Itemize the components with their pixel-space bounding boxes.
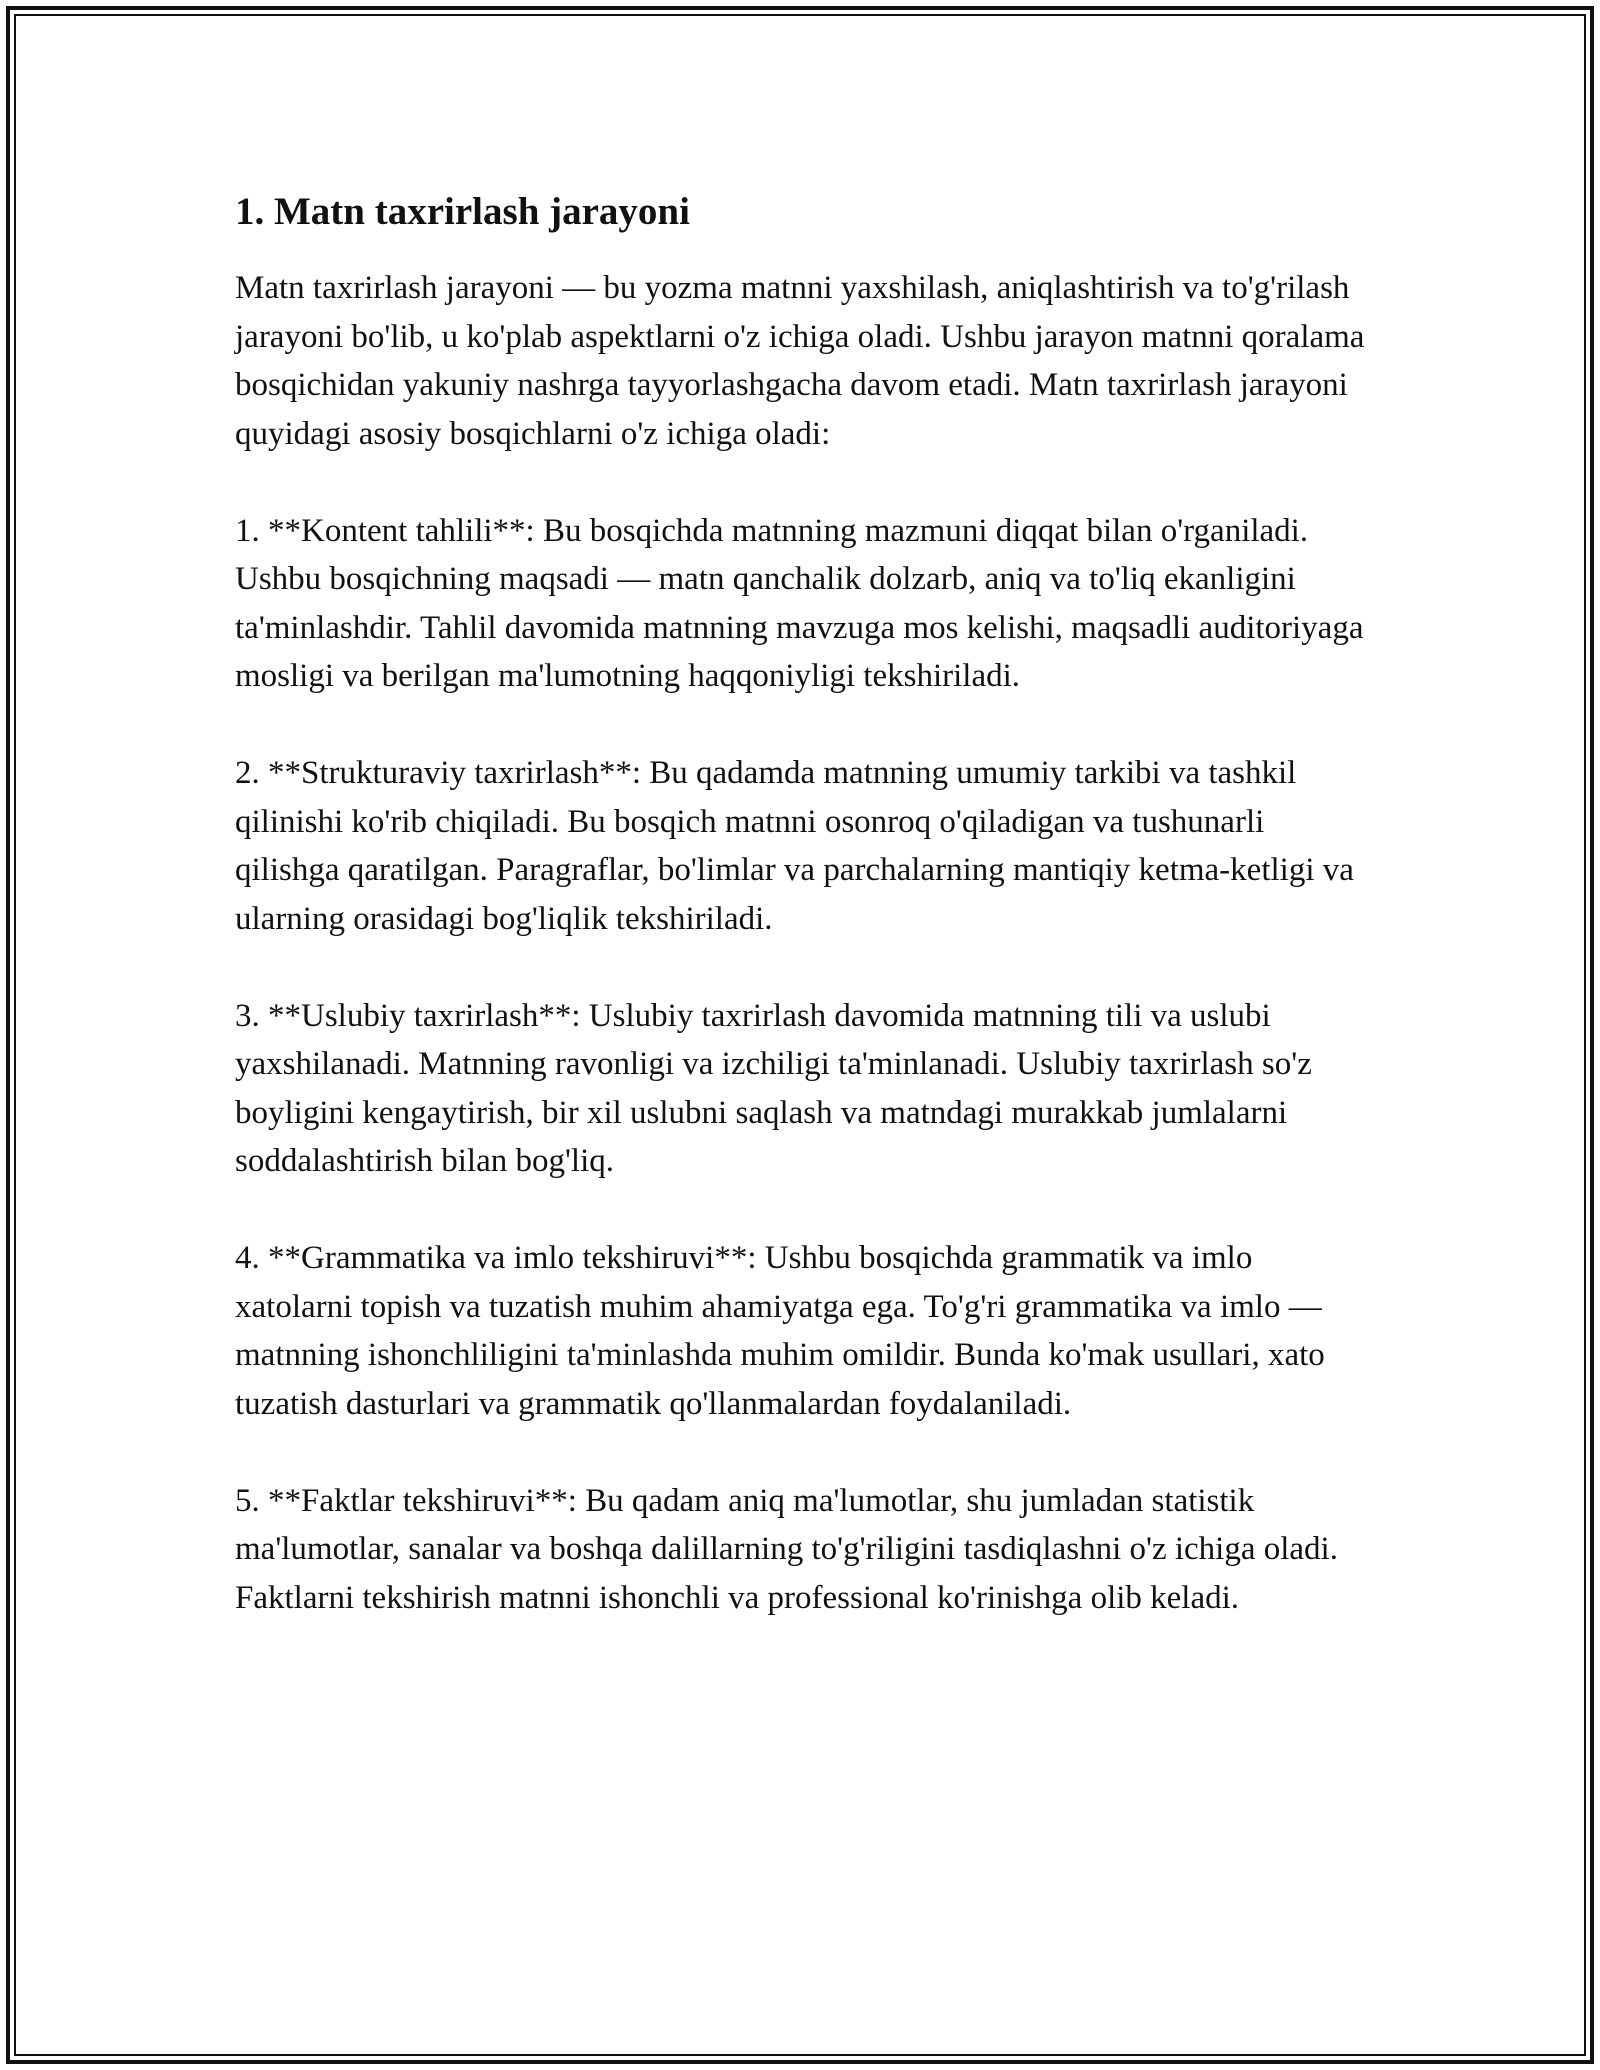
step-stylistic-editing: 3. **Uslubiy taxrirlash**: Uslubiy taxrirlash davomida matnning tili va uslubi yaxshilanadi. Matnning ravonligi va izchiligi ta'minlanadi. Uslubiy taxrirlash so'z boyligini kengaytirish, bir xil uslubni saqlash va matndagi murakkab jumlalarni soddalashtirish bilan bog'liq. — [235, 997, 1312, 1179]
intro-paragraph: Matn taxrirlash jarayoni — bu yozma matnni yaxshilash, aniqlashtirish va to'g'rilash jarayoni bo'lib, u ko'plab aspektlarni o'z ichiga oladi. Ushbu jarayon matnni qoralama bosqichidan yakuniy nashrga tayyorlashgacha davom etadi. Matn taxrirlash jarayoni quyidagi asosiy bosqichlarni o'z ichiga oladi: — [235, 270, 1365, 452]
document-title: 1. Matn taxrirlash jarayoni — [235, 190, 690, 233]
document-page — [235, 186, 1375, 1671]
step-content-analysis: 1. **Kontent tahlili**: Bu bosqichda matnning mazmuni diqqat bilan o'rganiladi. Ushbu bosqichning maqsadi — matn qanchalik dolzarb, aniq va to'liq ekanligini ta'minlashdir. Tahlil davomida matnning mavzuga mos kelishi, maqsadli auditoriyaga mosligi va berilgan ma'lumotning haqqoniyligi tekshiriladi. — [235, 512, 1364, 694]
step-fact-check: 5. **Faktlar tekshiruvi**: Bu qadam aniq ma'lumotlar, shu jumladan statistik ma'lumotlar, sanalar va boshqa dalillarning to'g'riligini tasdiqlashni o'z ichiga oladi. Faktlarni tekshirish matnni ishonchli va professional ko'rinishga olib keladi. — [235, 1482, 1338, 1616]
step-structural-editing: 2. **Strukturaviy taxrirlash**: Bu qadamda matnning umumiy tarkibi va tashkil qilinishi ko'rib chiqiladi. Bu bosqich matnni osonroq o'qiladigan va tushunarli qilishga qaratilgan. Paragraflar, bo'limlar va parchalarning mantiqiy ketma-ketligi va ularning orasidagi bog'liqlik tekshiriladi. — [235, 755, 1354, 937]
step-grammar-spelling-check: 4. **Grammatika va imlo tekshiruvi**: Ushbu bosqichda grammatik va imlo xatolarni topish va tuzatish muhim ahamiyatga ega. To'g'ri grammatika va imlo — matnning ishonchliligini ta'minlashda muhim omildir. Bunda ko'mak usullari, xato tuzatish dasturlari va grammatik qo'llanmalardan foydalaniladi. — [235, 1240, 1325, 1422]
